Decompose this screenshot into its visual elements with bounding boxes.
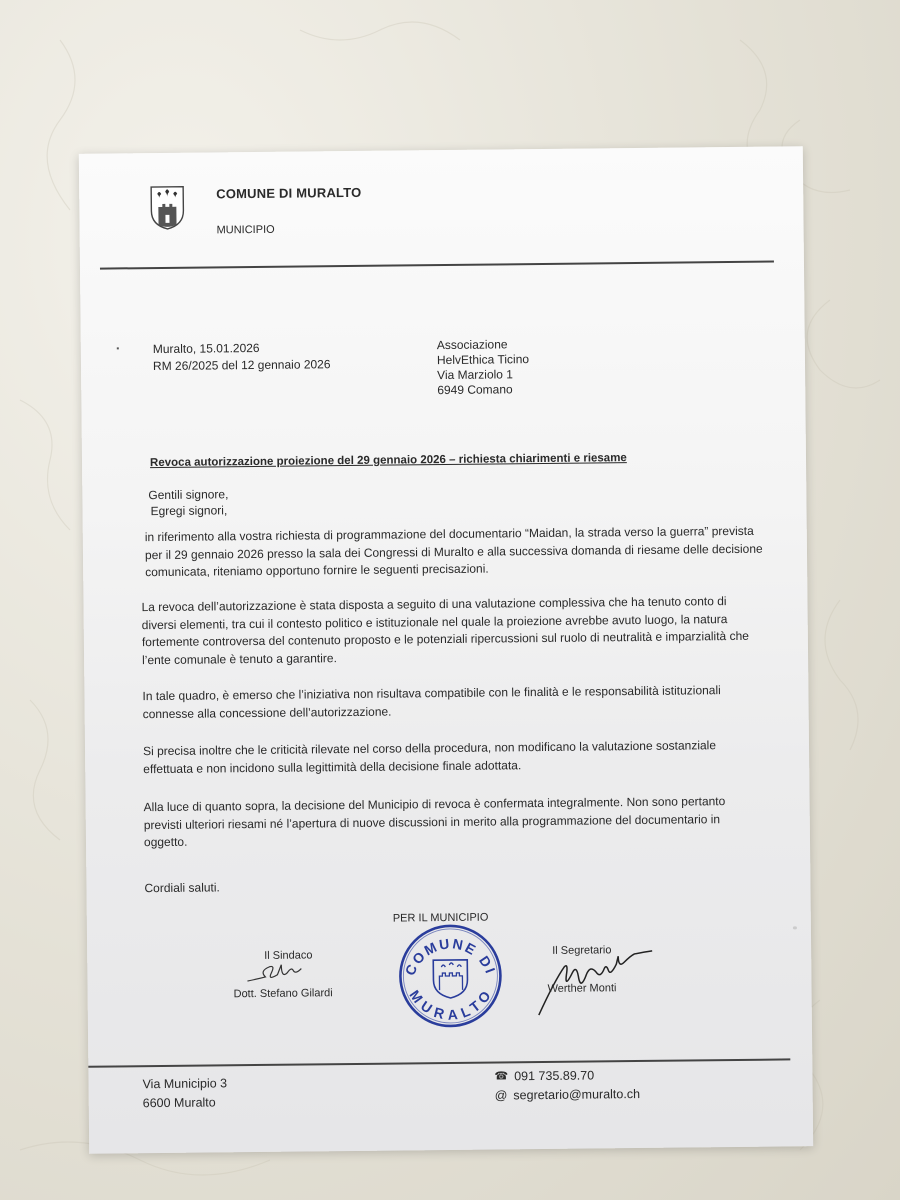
municipality-crest-icon: [149, 185, 185, 231]
svg-text:MURALTO: [406, 986, 495, 1023]
recipient-line: HelvEthica Ticino: [436, 352, 530, 368]
paper-mark: [793, 926, 797, 929]
phone-number: 091 735.89.70: [514, 1068, 595, 1084]
closing: Cordiali saluti.: [144, 880, 220, 896]
body-paragraph: in riferimento alla vostra richiesta di programmazione del documentario “Maidan, la strada verso la guerra” prevista per il 29 gennaio 2026 presso la sala dei Congressi di Muralto e alla successiva domanda di riesame delle decisione comunicata, riteniamo opportuno fornire le seguenti precisazioni.: [144, 523, 763, 580]
paper-mark: [117, 347, 119, 349]
stamp-text-top: COMUNE DI: [401, 935, 500, 978]
address-line: Via Municipio 3: [142, 1076, 228, 1092]
recipient-line: Via Marziolo 1: [437, 367, 514, 383]
reference-number: RM 26/2025 del 12 gennaio 2026: [152, 357, 331, 374]
per-municipio-label: PER IL MUNICIPIO: [392, 911, 489, 925]
footer-address: [142, 1074, 227, 1113]
org-name: COMUNE DI MURALTO: [216, 184, 362, 202]
sindaco-name: Dott. Stefano Gilardi: [233, 987, 333, 1001]
phone-icon: ☎: [494, 1070, 509, 1083]
body-paragraph: Alla luce di quanto sopra, la decisione del Municipio di revoca è confermata integralmente. Non sono pertanto previsti ulteriori riesami né l’apertura di nuove discussioni in merito alla programmazione del documentario in oggetto.: [143, 794, 726, 850]
place-date: Muralto, 15.01.2026: [152, 340, 260, 357]
segretario-title: Il Segretario: [552, 944, 612, 957]
official-stamp: [395, 919, 506, 1030]
address-line: 6600 Muralto: [142, 1095, 216, 1111]
segretario-name: Werther Monti: [547, 982, 617, 995]
sender-block: [153, 339, 331, 375]
letter-sheet: [79, 146, 813, 1154]
sindaco-signature: [243, 956, 323, 987]
body-paragraph: La revoca dell’autorizzazione è stata disposta a seguito di una valutazione complessiva che ha tenuto conto di diversi elementi, tra cui il contesto politico e istituzionale nel quale la proiezione avrebbe avuto luogo, la natura fortemente controversa del contenuto proposto e le potenziali ripercussioni sul ruolo di neutralità e imparzialità che l’ente comunale è tenuto a garantire.: [141, 594, 749, 667]
greeting-line: Gentili signore,: [148, 487, 229, 503]
footer-contact: [494, 1066, 640, 1106]
body-paragraph: In tale quadro, è emerso che l’iniziativa non risultava compatibile con le finalità e le responsabilità istituzionali connesse alla concessione dell’autorizzazione.: [142, 683, 721, 721]
org-subtitle: MUNICIPIO: [216, 223, 275, 237]
greeting-line: Egregi signori,: [150, 503, 228, 519]
stamp-text-bottom: MURALTO: [406, 986, 496, 1024]
greeting: [148, 486, 228, 519]
footer-divider: [88, 1058, 790, 1067]
email-address: segretario@muralto.ch: [513, 1086, 641, 1103]
letter-subject: Revoca autorizzazione proiezione del 29 gennaio 2026 – richiesta chiarimenti e riesame: [149, 452, 627, 470]
body-paragraph: Si precisa inoltre che le criticità rilevate nel corso della procedura, non modificano la valutazione sostanziale effettuata e non incidono sulla legittimità della decisione finale adottata.: [142, 738, 717, 776]
at-icon: @: [494, 1088, 508, 1103]
recipient-line: 6949 Comano: [437, 382, 513, 398]
sindaco-title: Il Sindaco: [264, 949, 313, 962]
recipient-address: [437, 337, 530, 398]
recipient-line: Associazione: [436, 337, 508, 353]
header-divider: [100, 261, 774, 270]
